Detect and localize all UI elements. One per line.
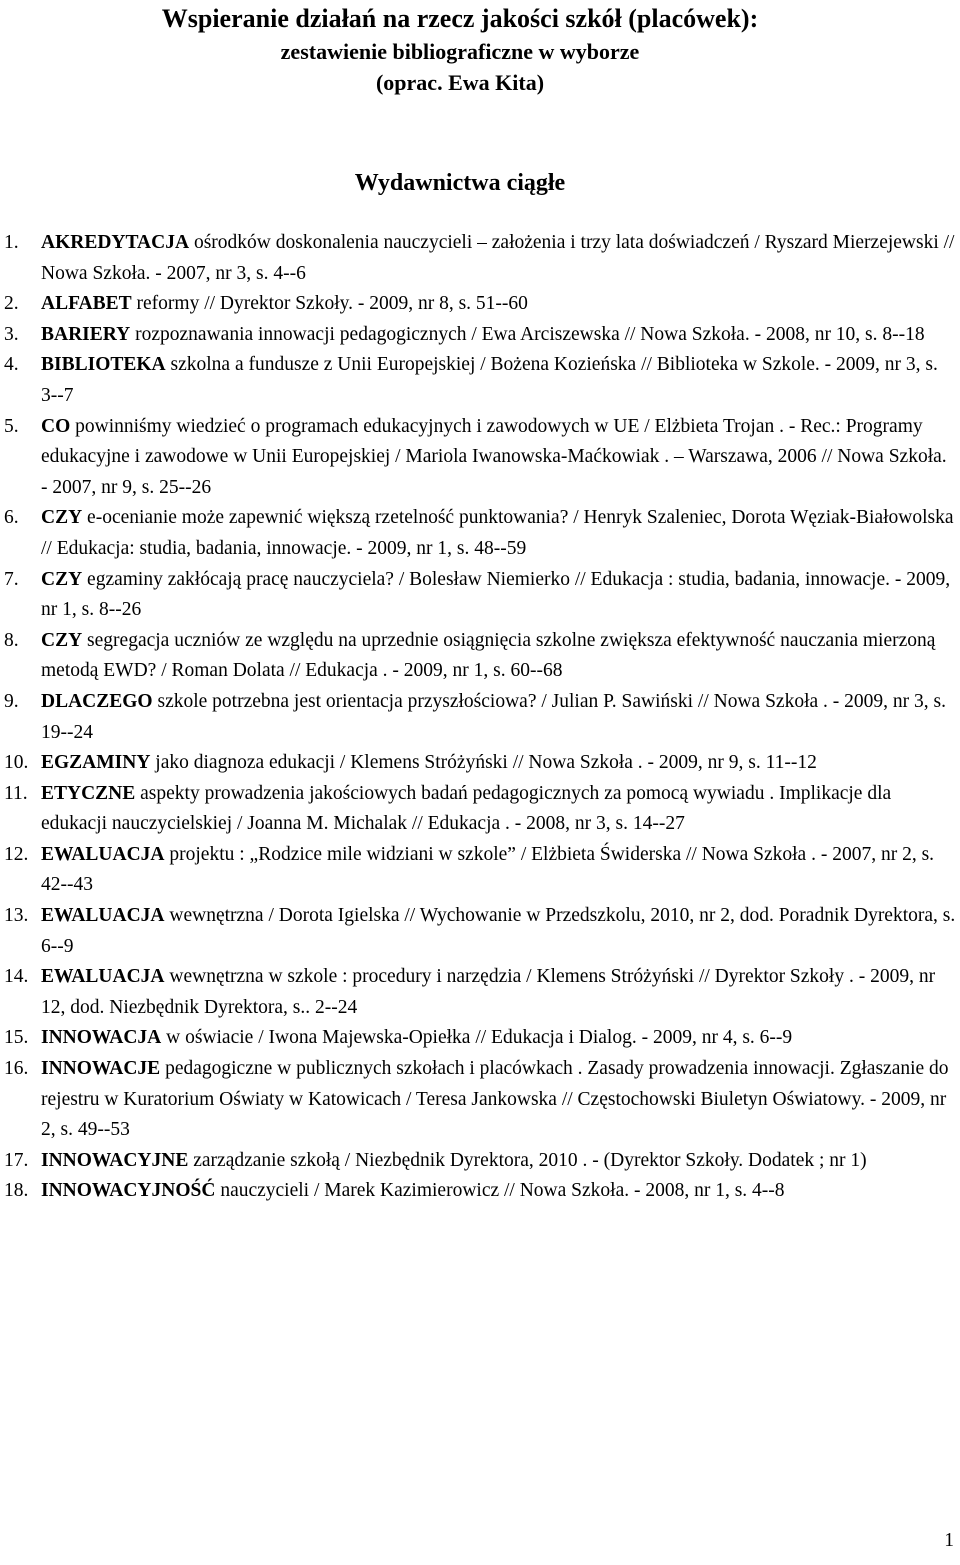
entry-heading: INNOWACYJNOŚĆ — [41, 1180, 216, 1202]
document-subtitle: zestawienie bibliograficzne w wyborze — [280, 39, 640, 64]
entry-heading: EGZAMINY — [41, 752, 151, 774]
list-item — [0, 626, 960, 687]
entry-text: w oświacie / Iwona Majewska-Opiełka // Edukacja i Dialog. - 2009, nr 4, s. 6--9 — [161, 1027, 793, 1049]
entry-text: reformy // Dyrektor Szkoły. - 2009, nr 8, s. 51--60 — [131, 293, 528, 315]
entry-heading: ALFABET — [41, 293, 132, 315]
bibliography-list — [0, 228, 960, 1207]
page-number: 1 — [944, 1530, 954, 1551]
document-header — [0, 2, 920, 98]
entry-number: 14. — [4, 966, 29, 988]
entry-number: 1. — [4, 232, 19, 253]
entry-number: 10. — [4, 752, 29, 774]
entry-text: segregacja uczniów ze względu na uprzednie osiągnięcia szkolne zwiększa efektywność nauczania mierzoną metodą EWD? / Roman Dolata // Edukacja . - 2009, nr 1, s. 60--68 — [41, 629, 936, 682]
entry-text: projektu : „Rodzice mile widziani w szkole” / Elżbieta Świderska // Nowa Szkoła . - 2007, nr 2, s. 42--43 — [41, 843, 935, 896]
entry-heading: AKREDYTACJA — [41, 232, 190, 253]
entry-number: 18. — [4, 1180, 29, 1202]
entry-number: 17. — [4, 1149, 29, 1171]
entry-text: egzaminy zakłócają pracę nauczyciela? / Bolesław Niemierko // Edukacja : studia, badania, innowacje. - 2009, nr 1, s. 8--26 — [41, 568, 951, 621]
entry-heading: CZY — [41, 507, 83, 529]
entry-number: 4. — [4, 354, 19, 376]
entry-heading: EWALUACJA — [41, 966, 165, 988]
entry-number: 6. — [4, 507, 19, 529]
entry-number: 12. — [4, 843, 29, 865]
entry-heading: INNOWACJE — [41, 1058, 161, 1080]
list-item — [0, 1023, 960, 1054]
entry-heading: ETYCZNE — [41, 782, 136, 804]
entry-heading: BARIERY — [41, 323, 131, 345]
list-item — [0, 412, 960, 504]
entry-number: 8. — [4, 629, 19, 651]
entry-number: 7. — [4, 568, 19, 590]
list-item — [0, 1146, 960, 1177]
list-item — [0, 962, 960, 1023]
entry-text: e-ocenianie może zapewnić większą rzetelność punktowania? / Henryk Szaleniec, Dorota Węziak-Białowolska // Edukacja: studia, badania, innowacje. - 2009, nr 1, s. 48--59 — [41, 507, 954, 559]
entry-number: 16. — [4, 1058, 29, 1080]
entry-heading: EWALUACJA — [41, 905, 165, 927]
entry-text: nauczycieli / Marek Kazimierowicz // Nowa Szkoła. - 2008, nr 1, s. 4--8 — [215, 1180, 785, 1202]
list-item — [0, 289, 960, 320]
section-title: Wydawnictwa ciągłe — [354, 170, 566, 196]
list-item — [0, 320, 960, 351]
entry-number: 2. — [4, 293, 19, 315]
entry-text: zarządzanie szkołą / Niezbędnik Dyrektora, 2010 . - (Dyrektor Szkoły. Dodatek ; nr 1) — [188, 1149, 867, 1171]
entry-heading: CZY — [41, 568, 83, 590]
list-item — [0, 1176, 960, 1207]
document-title: Wspieranie działań na rzecz jakości szkół (placówek): — [161, 4, 759, 33]
entry-text: powinniśmy wiedzieć o programach edukacyjnych i zawodowych w UE / Elżbieta Trojan . - Rec.: Programy edukacyjne i zawodowe w Unii Europejskiej / Mariola Iwanowska-Maćkowiak . – Warszawa, 2006 // Nowa Szkoła. - 2007, nr 9, s. 25--26 — [41, 415, 947, 498]
entry-text: wewnętrzna w szkole : procedury i narzędzia / Klemens Stróżyński // Dyrektor Szkoły . - 2009, nr 12, dod. Niezbędnik Dyrektora, s.. 2--24 — [41, 966, 936, 1018]
entry-number: 11. — [4, 782, 28, 804]
entry-number: 3. — [4, 323, 19, 345]
entry-heading: INNOWACJA — [41, 1027, 162, 1049]
entry-text: jako diagnoza edukacji / Klemens Stróżyński // Nowa Szkoła . - 2009, nr 9, s. 11--12 — [150, 752, 817, 774]
list-item — [0, 901, 960, 962]
entry-heading: DLACZEGO — [41, 690, 153, 712]
entry-number: 15. — [4, 1027, 29, 1049]
entry-heading: BIBLIOTEKA — [41, 354, 166, 376]
list-item — [0, 565, 960, 626]
entry-text: aspekty prowadzenia jakościowych badań pedagogicznych za pomocą wywiadu . Implikacje dla edukacji nauczycielskiej / Joanna M. Michalak // Edukacja . - 2008, nr 3, s. 14--27 — [41, 782, 892, 835]
entry-text: wewnętrzna / Dorota Igielska // Wychowanie w Przedszkolu, 2010, nr 2, dod. Poradnik Dyrektora, s. 6--9 — [41, 905, 956, 957]
entry-number: 9. — [4, 690, 19, 712]
document-compiler: (oprac. Ewa Kita) — [375, 70, 545, 95]
list-item — [0, 687, 960, 748]
entry-text: rozpoznawania innowacji pedagogicznych / Ewa Arciszewska // Nowa Szkoła. - 2008, nr 10, s. 8--18 — [130, 323, 925, 345]
entry-heading: CO — [41, 415, 71, 437]
entry-number: 5. — [4, 415, 19, 437]
list-item — [0, 748, 960, 779]
entry-text: pedagogiczne w publicznych szkołach i placówkach . Zasady prowadzenia innowacji. Zgłaszanie do rejestru w Kuratorium Oświaty w Katowicach / Teresa Jankowska // Częstochowski Biuletyn Oświatowy. - 2009, nr 2, s. 49--53 — [41, 1058, 949, 1141]
entry-heading: EWALUACJA — [41, 843, 165, 865]
entry-text: szkole potrzebna jest orientacja przyszłościowa? / Julian P. Sawiński // Nowa Szkoła . - 2009, nr 3, s. 19--24 — [41, 690, 946, 743]
entry-heading: INNOWACYJNE — [41, 1149, 189, 1171]
entry-text: ośrodków doskonalenia nauczycieli – założenia i trzy lata doświadczeń / Ryszard Mierzejewski // Nowa Szkoła. - 2007, nr 3, s. 4--6 — [41, 232, 955, 284]
list-item — [0, 350, 960, 411]
list-item — [0, 1054, 960, 1146]
list-item — [0, 840, 960, 901]
entry-heading: CZY — [41, 629, 83, 651]
list-item — [0, 228, 960, 289]
list-item — [0, 779, 960, 840]
list-item — [0, 503, 960, 564]
entry-number: 13. — [4, 905, 29, 927]
entry-text: szkolna a fundusze z Unii Europejskiej / Bożena Kozieńska // Biblioteka w Szkole. - 2009, nr 3, s. 3--7 — [41, 354, 938, 406]
